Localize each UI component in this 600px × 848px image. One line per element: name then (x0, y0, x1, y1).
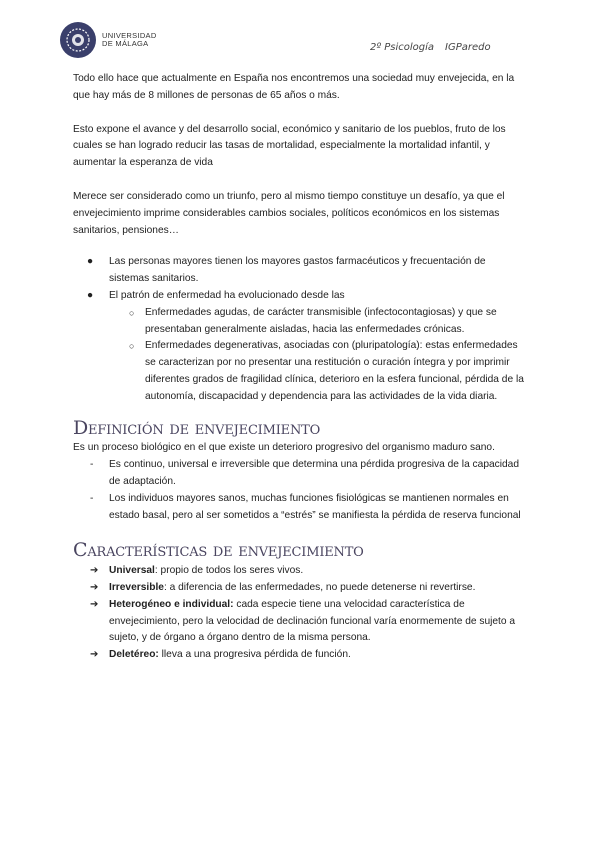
list-item (73, 254, 528, 288)
paragraph: Todo ello hace que actualmente en España nos encontremos una sociedad muy envejecida, en la que hay más de 8 millones de personas de 65 años o más. (73, 73, 515, 101)
list-item-text: El patrón de enfermedad ha evolucionado desde las (109, 289, 345, 301)
author-label: IGParedo (445, 42, 491, 53)
document-body (73, 71, 528, 664)
hollow-bullet-icon: ○ (129, 307, 135, 318)
list-item-text: Es continuo, universal e irreversible que determina una pérdida progresiva de la capacidad de adaptación. (109, 459, 520, 487)
list-item (73, 457, 528, 491)
list-item-text: cada especie tiene una velocidad característica de envejecimiento, pero la velocidad de declinación funcional varía enormemente de sujeto a sujeto, y de órgano a órgano dentro de la misma persona. (109, 598, 516, 644)
term-label: Deletéreo: (109, 649, 159, 661)
list-item (73, 580, 528, 597)
hollow-bullet-icon: ○ (129, 341, 135, 352)
arrow-right-icon: ➔ (90, 598, 99, 610)
list-item-text: Enfermedades agudas, de carácter transmisible (infectocontagiosas) y que se presentaban generalmente aisladas, hacia las enfermedades crónicas. (145, 306, 497, 335)
list-item-text: : a diferencia de las enfermedades, no puede detenerse ni revertirse. (163, 581, 476, 593)
term-label: Universal (109, 565, 155, 577)
page-header (60, 22, 540, 62)
university-logo (60, 22, 157, 58)
university-seal-icon (60, 22, 96, 58)
dash-icon: - (90, 492, 94, 504)
paragraph: Esto expone el avance y del desarrollo social, económico y sanitario de los pueblos, fruto de los cuales se han logrado reducir las tasas de mortalidad, especialmente la mortalidad infantil, y aumentar la esperanza de vida (73, 123, 506, 169)
logo-line-2: DE MÁLAGA (102, 39, 149, 48)
list-item (73, 288, 528, 305)
list-item-text: Enfermedades degenerativas, asociadas con (pluripatología): estas enfermedades se caracterizan por no presentar una restitución o curación íntegra y por imprimir diferentes grados de fragilidad clínica, deterioro en la esfera funcional, pérdida de la autonomía, discapacidad y dependencia para las actividades de la vida diaria. (145, 340, 524, 402)
arrow-right-icon: ➔ (90, 565, 99, 577)
dash-list (73, 457, 528, 524)
sub-list-item (73, 305, 528, 339)
list-item-text: : propio de todos los seres vivos. (154, 565, 304, 577)
arrow-list (73, 563, 528, 664)
arrow-right-icon: ➔ (90, 649, 99, 661)
section-heading-caracteristicas: Características de envejecimiento (73, 539, 364, 562)
arrow-right-icon: ➔ (90, 581, 99, 593)
sub-list-item (73, 338, 528, 405)
bullet-list (73, 254, 528, 405)
logo-line-1: UNIVERSIDAD (102, 31, 157, 40)
university-name (102, 32, 157, 48)
list-item (73, 491, 528, 525)
list-item-text: lleva a una progresiva pérdida de función. (158, 649, 351, 661)
list-item (73, 647, 528, 664)
course-label: 2º Psicología (370, 42, 435, 53)
paragraph: Merece ser considerado como un triunfo, pero al mismo tiempo constituye un desafío, ya que el envejecimiento imprime considerables cambios sociales, políticos económicos en los sistemas sanitarios, pensiones… (73, 190, 505, 236)
list-item (73, 597, 528, 647)
paragraph: Es un proceso biológico en el que existe un deterioro progresivo del organismo maduro sano. (73, 442, 495, 454)
list-item (73, 563, 528, 580)
list-item-text: Las personas mayores tienen los mayores gastos farmacéuticos y frecuentación de sistemas sanitarios. (109, 256, 486, 285)
bullet-icon: ● (87, 289, 94, 301)
term-label: Irreversible (109, 581, 164, 593)
dash-icon: - (90, 459, 94, 471)
bullet-icon: ● (87, 256, 94, 268)
section-heading-definicion: Definición de envejecimiento (73, 416, 321, 439)
list-item-text: Los individuos mayores sanos, muchas funciones fisiológicas se mantienen normales en estado basal, pero al ser sometidos a “estrés” se manifiesta la pérdida de reserva funcional (109, 492, 521, 521)
term-label: Heterogéneo e individual: (109, 598, 234, 610)
